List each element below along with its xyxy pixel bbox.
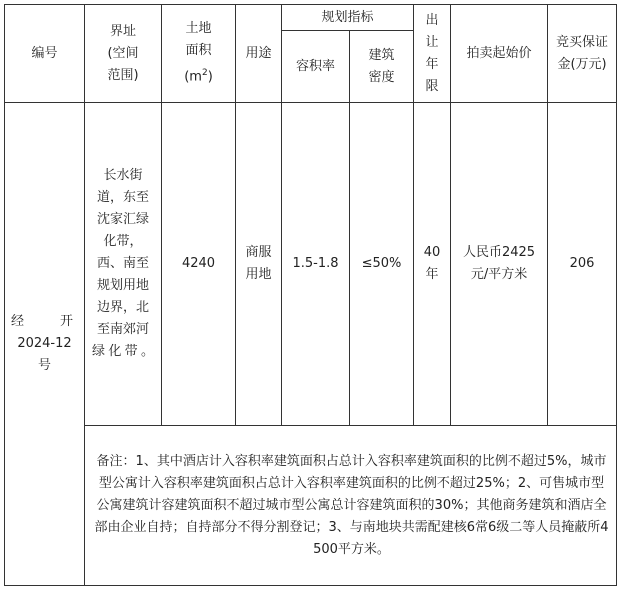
use-line1: 商服 [245, 245, 272, 260]
density-cell: ≤50% [350, 103, 414, 426]
price-line2: 元/平方米 [470, 267, 528, 282]
header-density-line1: 建筑 [368, 47, 395, 63]
header-boundary-line2: (空间 [107, 45, 139, 61]
header-boundary-line1: 界址 [109, 23, 136, 39]
header-term-char-1: 出 [425, 12, 439, 28]
header-area [162, 5, 236, 103]
header-deposit-line2: 金(万元) [557, 56, 607, 72]
header-area-unit: $(m^2)$ [184, 68, 213, 85]
use-line2: 用地 [245, 267, 272, 282]
header-area-line1: 土地 [185, 21, 212, 37]
start-price-cell [451, 103, 548, 426]
header-term-char-3: 年 [425, 56, 439, 72]
header-deposit-line1: 竞买保证 [556, 34, 609, 50]
table-row [5, 103, 617, 426]
header-start-price: 拍卖起始价 [451, 5, 548, 103]
lot-id-line3: 号 [37, 358, 51, 373]
header-boundary-line3: 范围) [107, 67, 139, 83]
header-density [350, 31, 414, 103]
lot-id-line1: 经 开 [11, 314, 73, 329]
remarks-cell: 备注：1、其中酒店计入容积率建筑面积占总计入容积率建筑面积的比例不超过5%，城市型公寓计入容积率建筑面积占总计入容积率建筑面积的比例不超过25%；2、可售城市型公寓建筑计容建筑面积不超过城市型公寓总计容建筑面积的30%；其他商务建筑和酒店全部由企业自持；自持部分不得分割登记；3、与南地块共需配建核6常6级二等人员掩蔽所4500平方米。 [85, 426, 617, 586]
term-line2: 年 [425, 267, 439, 282]
header-planning-group: 规划指标 [282, 5, 414, 31]
term-cell [414, 103, 451, 426]
deposit-cell: 206 [548, 103, 617, 426]
header-term [414, 5, 451, 103]
header-term-char-4: 限 [425, 78, 439, 94]
header-density-line2: 密度 [368, 69, 395, 85]
header-boundary [85, 5, 162, 103]
header-id: 编号 [5, 5, 85, 103]
use-cell [236, 103, 282, 426]
far-cell: 1.5-1.8 [282, 103, 350, 426]
term-line1: 40 [423, 245, 441, 260]
header-deposit [548, 5, 617, 103]
lot-id-line2: 2024-12 [17, 336, 72, 351]
header-use: 用途 [236, 5, 282, 103]
header-area-line2: 面积 [185, 43, 212, 59]
price-line1: 人民币2425 [462, 245, 536, 260]
land-auction-table [4, 4, 617, 586]
area-cell: 4240 [162, 103, 236, 426]
header-term-char-2: 让 [425, 34, 439, 50]
boundary-cell: 长水街道，东至沈家汇绿化带，西、南至规划用地边界，北至南郊河绿化带。 [85, 103, 162, 426]
lot-id-cell [5, 103, 85, 586]
header-far: 容积率 [282, 31, 350, 103]
